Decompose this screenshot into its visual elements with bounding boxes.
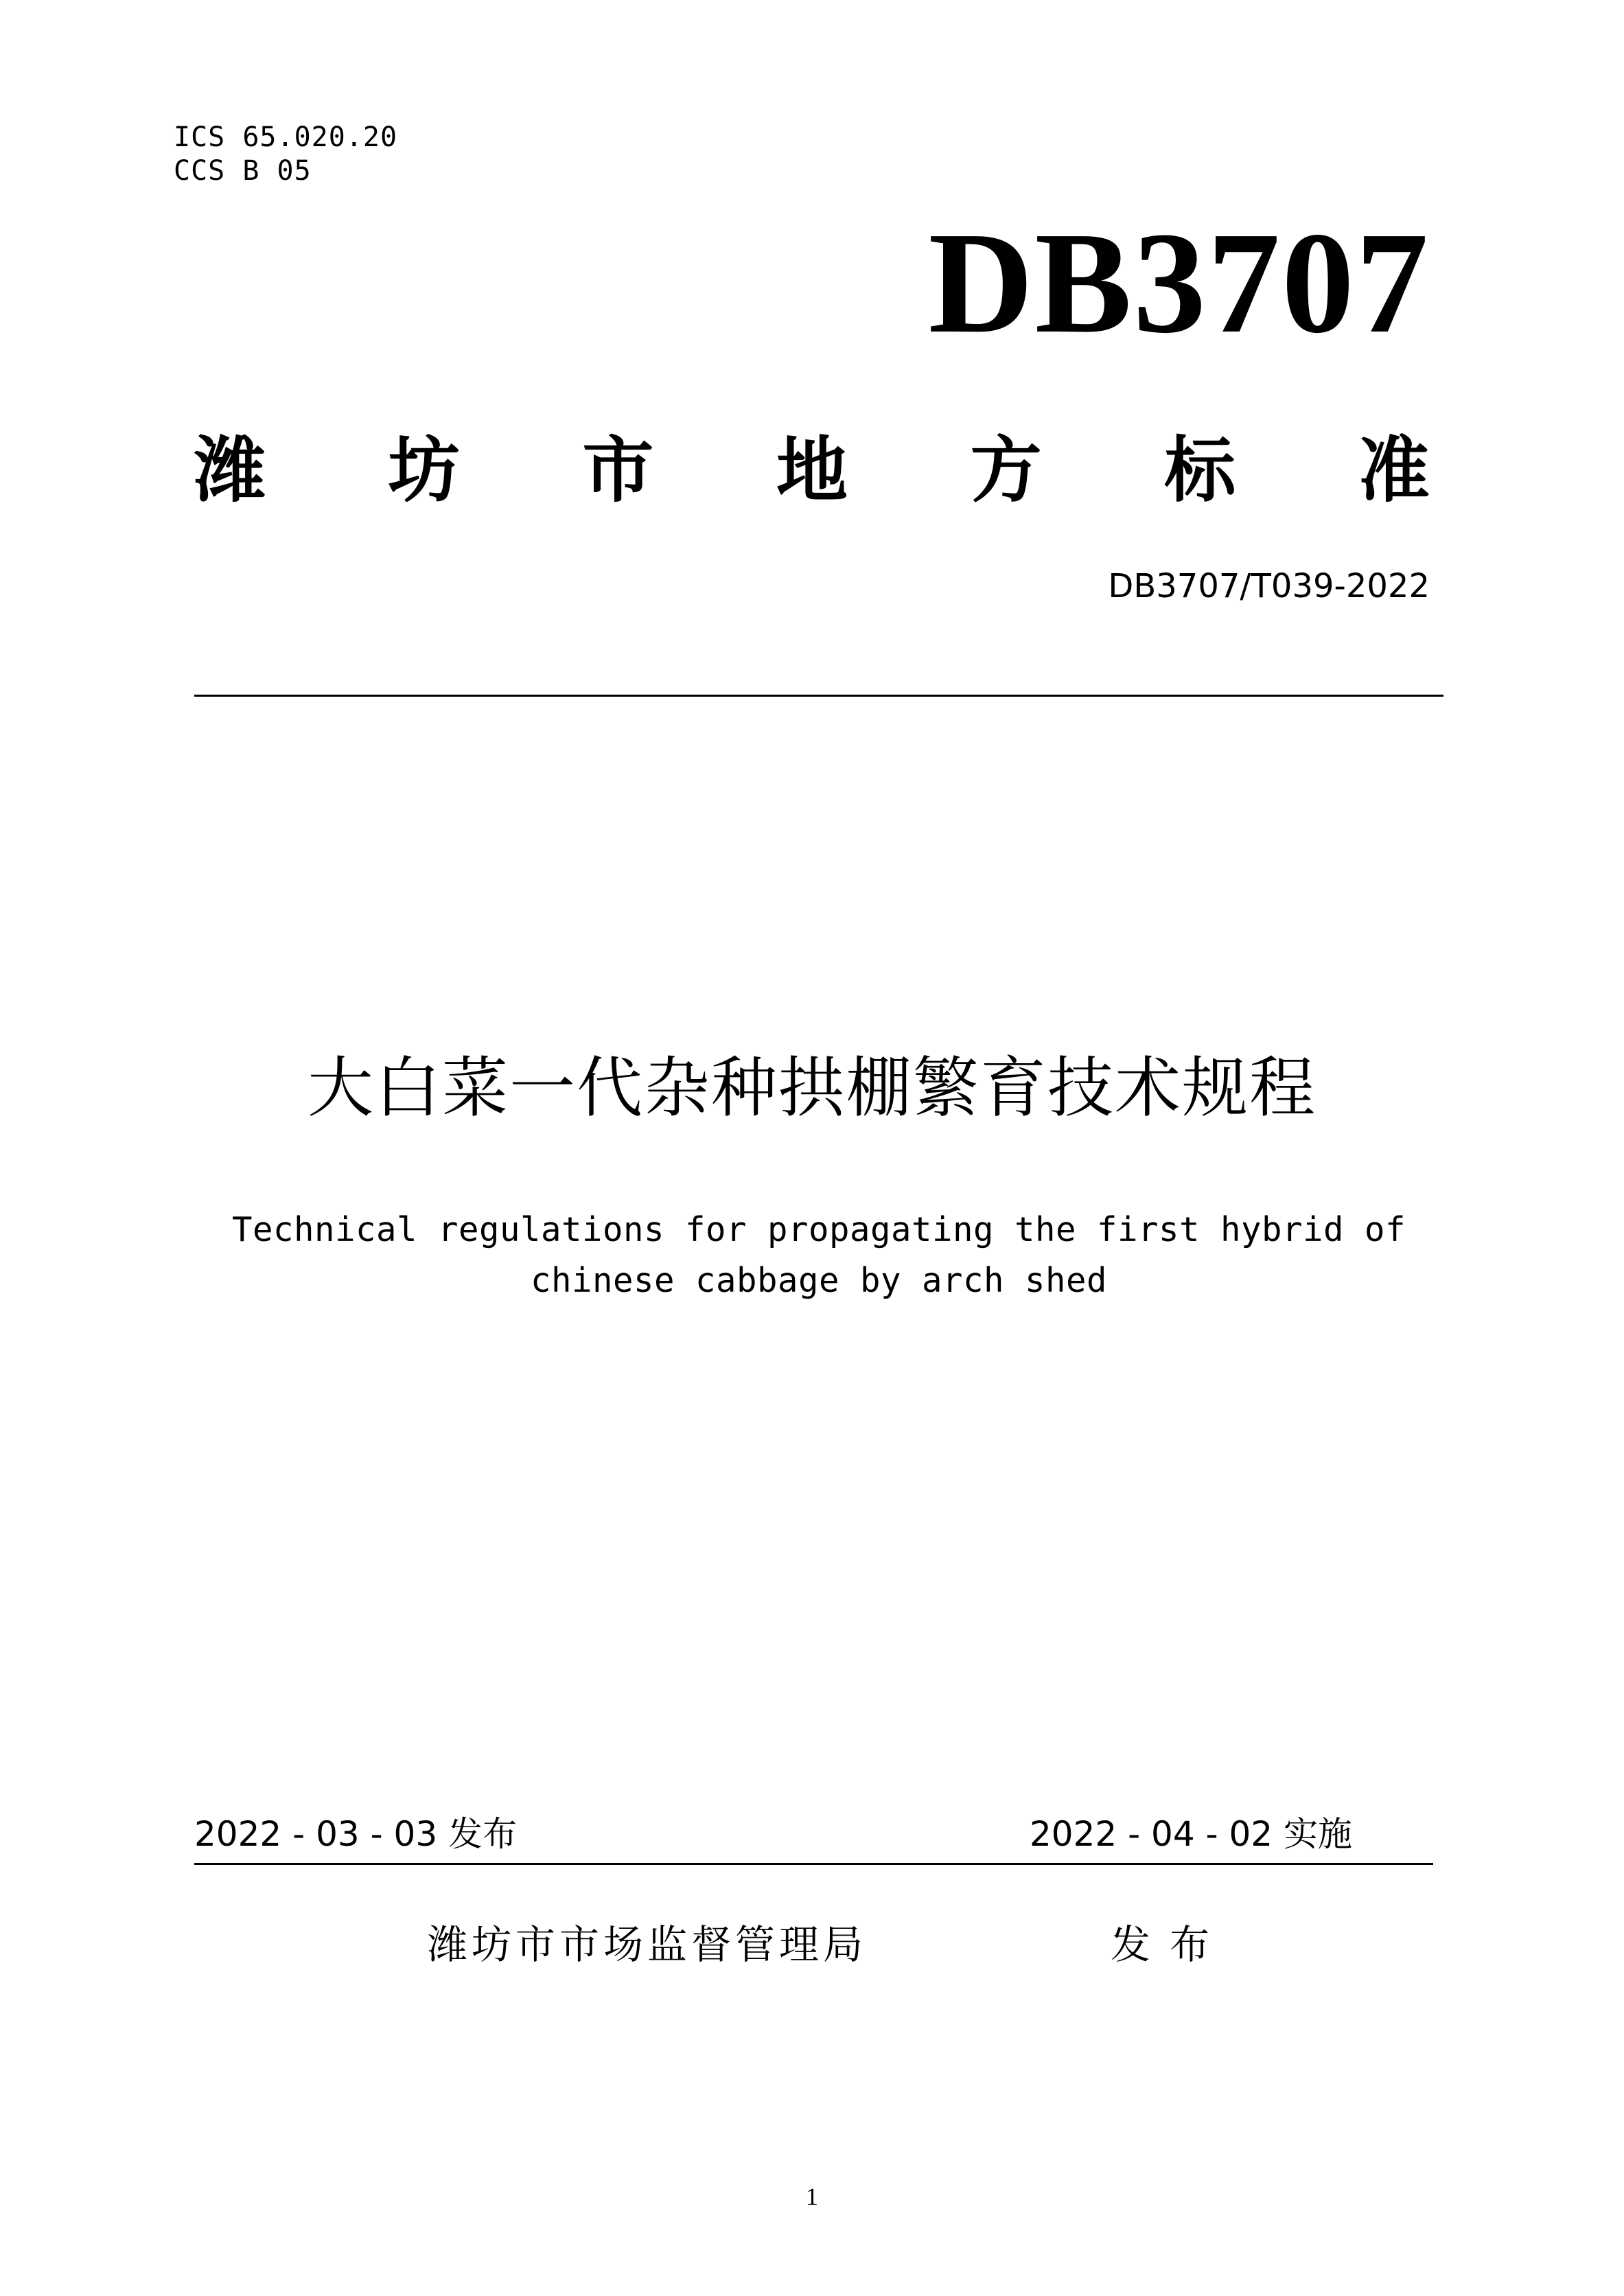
standard-type-char: 方 <box>970 428 1042 512</box>
issue-date: 2022 - 03 - 03 发布 <box>194 1814 518 1854</box>
page-number: 1 <box>806 2183 818 2210</box>
standard-type-char: 标 <box>1164 428 1236 512</box>
document-title-english: Technical regulations for propagating the first hybrid of chinese cabbage by arch shed <box>231 1210 1406 1300</box>
standard-type-char: 坊 <box>388 428 460 512</box>
standard-type-char: 市 <box>582 428 654 512</box>
standard-type-heading <box>194 426 1430 515</box>
bottom-divider <box>194 1863 1433 1865</box>
standard-type-char: 潍 <box>194 428 266 512</box>
standard-type-char: 地 <box>776 428 848 512</box>
issuing-authority: 潍坊市市场监督管理局 <box>428 1921 868 1968</box>
standard-type-char: 准 <box>1358 428 1430 512</box>
issuing-action: 发布 <box>1111 1921 1229 1968</box>
top-divider <box>194 695 1443 697</box>
ics-code: ICS 65.020.20 <box>174 121 398 153</box>
standard-number: DB3707/T039-2022 <box>1108 567 1430 605</box>
db-standard-mark: DB3707 <box>928 202 1430 363</box>
implementation-date: 2022 - 04 - 02 实施 <box>1029 1814 1352 1854</box>
document-title-chinese: 大白菜一代杂种拱棚繁育技术规程 <box>308 1050 1316 1126</box>
ccs-code: CCS B 05 <box>174 155 312 187</box>
